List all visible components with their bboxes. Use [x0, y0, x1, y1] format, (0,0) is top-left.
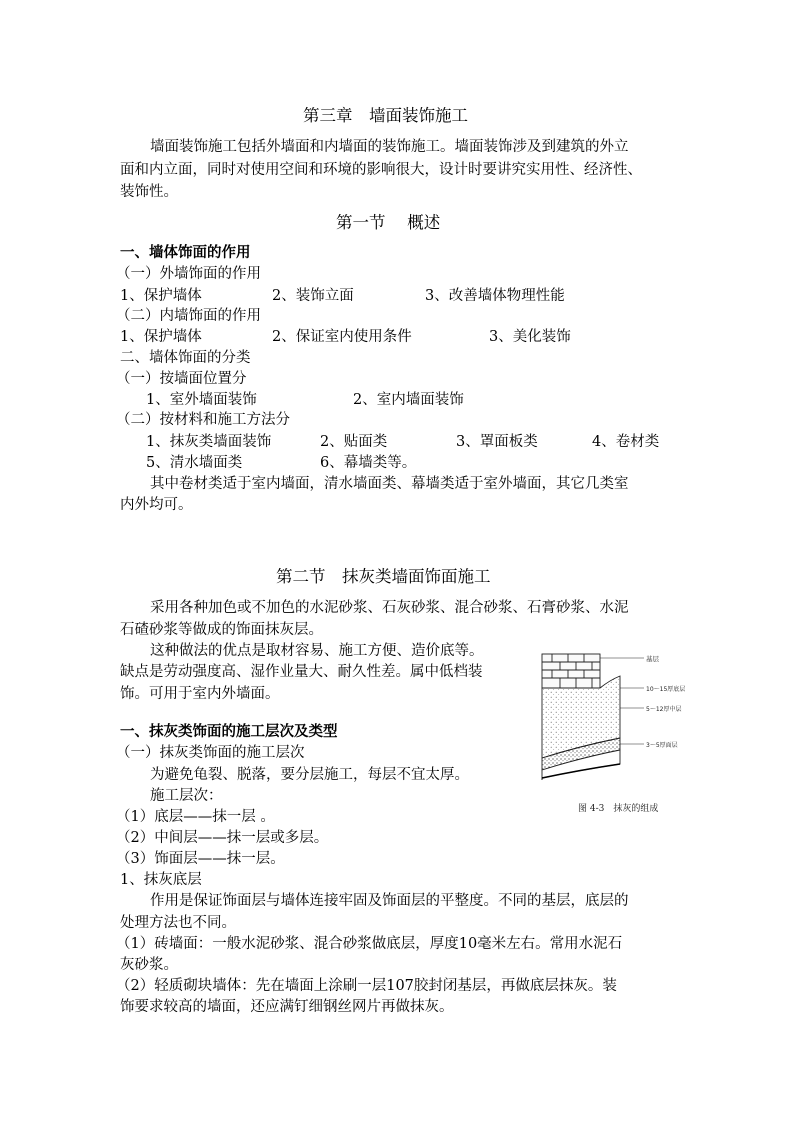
sub4-item-1: 1、抹灰类墙面装饰	[146, 434, 272, 450]
sub1-item-1: 1、保护墙体	[120, 288, 202, 304]
intro-line-2: 面和内立面，同时对使用空间和环境的影响很大，设计时要讲究实用性、经济性、	[120, 162, 642, 178]
section2-sub1-p1: 为避免龟裂、脱落，要分层施工，每层不宜太厚。	[150, 767, 469, 783]
layer-item-1: （1）底层——抹一层 。	[116, 809, 275, 825]
sub3-item-2: 2、室内墙面装饰	[353, 392, 464, 408]
section2-para1-1: 采用各种加色或不加色的水泥砂浆、石灰砂浆、混合砂浆、石膏砂浆、水泥	[150, 600, 629, 616]
label-base: 基层	[646, 655, 659, 663]
section1-heading-2: 二、墙体饰面的分类	[120, 350, 251, 366]
figure-caption: 图 4-3 抹灰的组成	[578, 804, 659, 814]
sub4-item-6: 6、幕墙类等。	[320, 455, 417, 471]
section1-heading-1: 一、墙体饰面的作用	[120, 245, 251, 261]
block-para-1: （2）轻质砌块墙体：先在墙面上涂刷一层107胶封闭基层，再做底层抹灰。装	[116, 978, 617, 994]
section2-sub1-p2: 施工层次：	[150, 788, 223, 804]
layer-item-2: （2）中间层——抹一层或多层。	[116, 830, 329, 846]
section1-sub-2: （二）内墙饰面的作用	[116, 308, 261, 324]
base-heading: 1、抹灰底层	[120, 872, 202, 888]
section2-para2-2: 缺点是劳动强度高、湿作业量大、耐久性差。属中低档装	[120, 664, 483, 680]
section2-para1-2: 石碴砂浆等做成的饰面抹灰层。	[120, 622, 323, 638]
section2-para2-1: 这种做法的优点是取材容易、施工方便、造价底等。	[150, 643, 484, 659]
brick-para-1: （1）砖墙面：一般水泥砂浆、混合砂浆做底层，厚度10毫米左右。常用水泥石	[116, 936, 623, 952]
section2-heading-1: 一、抹灰类饰面的施工层次及类型	[120, 724, 338, 740]
sub2-item-2: 2、保证室内使用条件	[272, 329, 412, 345]
base-para-1: 作用是保证饰面层与墙体连接牢固及饰面层的平整度。不同的基层，底层的	[150, 893, 629, 909]
base-para-2: 处理方法也不同。	[120, 915, 236, 931]
chapter-title: 第三章 墙面装饰施工	[303, 106, 468, 125]
section2-para2-3: 饰。可用于室内外墙面。	[120, 686, 280, 702]
brick-wall	[542, 654, 600, 688]
intro-line-1: 墙面装饰施工包括外墙面和内墙面的装饰施工。墙面装饰涉及到建筑的外立	[150, 139, 629, 155]
label-undercoat: 10～15厚底层	[646, 686, 686, 693]
sub4-item-5: 5、清水墙面类	[146, 455, 243, 471]
sub1-item-3: 3、改善墙体物理性能	[425, 288, 565, 304]
sub4-item-3: 3、罩面板类	[456, 434, 538, 450]
plaster-layers-figure	[540, 646, 686, 822]
intro-line-3: 装饰性。	[120, 184, 178, 200]
sub4-item-2: 2、贴面类	[320, 434, 388, 450]
sub3-item-1: 1、室外墙面装饰	[146, 392, 257, 408]
label-finish-coat: 3～5厚面层	[646, 742, 678, 749]
section2-title: 第二节 抹灰类墙面饰面施工	[276, 567, 491, 586]
section1-sub-4: （二）按材料和施工方法分	[116, 412, 290, 428]
section2-sub-1: （一）抹灰类饰面的施工层次	[116, 745, 305, 761]
section1-title: 第一节 概述	[336, 213, 441, 232]
sub1-item-2: 2、装饰立面	[272, 288, 354, 304]
layer-item-3: （3）饰面层——抹一层。	[116, 851, 285, 867]
section1-sub-1: （一）外墙饰面的作用	[116, 266, 261, 282]
label-middle-coat: 5～12厚中层	[646, 706, 682, 713]
brick-para-2: 灰砂浆。	[120, 957, 178, 973]
section1-note-2: 内外均可。	[120, 497, 193, 513]
sub2-item-1: 1、保护墙体	[120, 329, 202, 345]
sub2-item-3: 3、美化装饰	[489, 329, 571, 345]
section1-note-1: 其中卷材类适于室内墙面，清水墙面类、幕墙类适于室外墙面，其它几类室	[150, 476, 629, 492]
section1-sub-3: （一）按墙面位置分	[116, 371, 247, 387]
block-para-2: 饰要求较高的墙面，还应满钉细钢丝网片再做抹灰。	[120, 999, 454, 1015]
sub4-item-4: 4、卷材类	[592, 434, 660, 450]
